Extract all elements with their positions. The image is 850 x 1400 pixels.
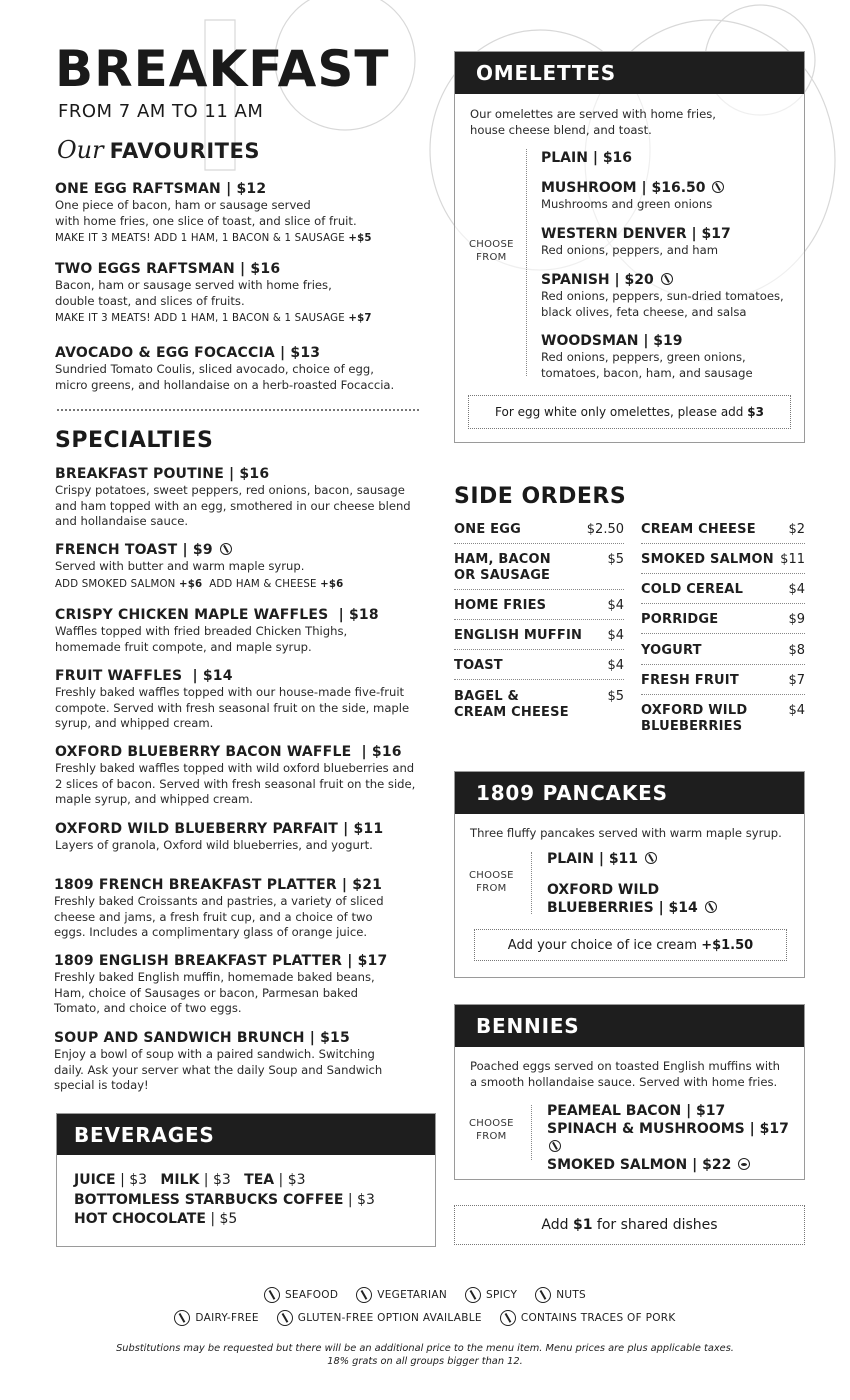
option-price: | $17 (691, 226, 731, 242)
item-price: | $11 (343, 821, 384, 837)
option-price: | $19 (643, 333, 683, 349)
menu-item-blueberry-bacon-waffle (55, 743, 440, 808)
from-word: FROM (476, 252, 507, 263)
legend-label: GLUTEN-FREE OPTION AVAILABLE (297, 1312, 482, 1324)
legend-label: CONTAINS TRACES OF PORK (520, 1312, 676, 1324)
item-desc: Ham, choice of Sausages or bacon, Parmesan baked (54, 985, 358, 1000)
item-desc: micro greens, and hollandaise on a herb-roasted Focaccia. (55, 377, 395, 392)
option-price: | $17 (749, 1121, 789, 1137)
beverage-name: TEA (244, 1172, 275, 1188)
side-name-line: BLUEBERRIES (641, 719, 743, 734)
menu-item-french-toast (55, 541, 435, 593)
menu-item-soup-sandwich (54, 1029, 434, 1094)
note-price: $3 (747, 405, 764, 419)
menu-item-avocado-focaccia (55, 344, 435, 393)
note-text: Add your choice of ice cream (507, 937, 698, 953)
item-name: 1809 FRENCH BREAKFAST PLATTER (54, 877, 337, 893)
side-name: YOGURT (641, 643, 702, 658)
option-price: | $16.50 (641, 180, 706, 196)
side-item-row (641, 552, 805, 574)
page-title: BREAKFAST (55, 40, 390, 98)
legend-label: SPICY (486, 1289, 518, 1301)
side-name: COLD CEREAL (641, 582, 744, 597)
side-price: $2.50 (586, 522, 624, 537)
bennies-intro (470, 1059, 780, 1090)
beverage-price: | $5 (210, 1211, 238, 1227)
menu-item-chicken-waffles (55, 606, 435, 655)
hours-subtitle: FROM 7 AM TO 11 AM (58, 101, 264, 122)
beverage-price: | $3 (120, 1172, 148, 1188)
side-price: $7 (788, 673, 805, 688)
options-divider (531, 1105, 532, 1160)
legend-dairy-free (174, 1310, 258, 1326)
spicy-icon (465, 1287, 481, 1303)
option-desc: Red onions, peppers, and ham (541, 243, 718, 257)
menu-item-one-egg-raftsman (55, 180, 435, 247)
option-name: SPANISH (541, 272, 610, 288)
beverage-name: HOT CHOCOLATE (74, 1211, 206, 1227)
item-desc: Sundried Tomato Coulis, sliced avocado, choice of egg, (55, 362, 374, 376)
vegetarian-icon (705, 901, 717, 913)
legend-row-2 (0, 1310, 850, 1326)
item-desc: One piece of bacon, ham or sausage served (55, 198, 311, 212)
choose-from-label (469, 869, 514, 895)
item-addon-price: +$6 (178, 578, 203, 590)
item-desc: Waffles topped with fried breaded Chicken Thighs, (55, 624, 348, 638)
item-name: BREAKFAST POUTINE (55, 466, 224, 482)
side-item-row (454, 628, 624, 650)
option-price: | $14 (658, 900, 698, 916)
choose-from-label (469, 238, 514, 264)
side-name: CREAM CHEESE (641, 522, 756, 537)
side-item-row (454, 552, 624, 590)
pancakes-box (454, 771, 805, 978)
legend-pork (500, 1310, 676, 1326)
item-addon: ADD HAM & CHEESE (209, 578, 317, 590)
legend-seafood (264, 1287, 338, 1303)
omelette-option-western-denver (541, 225, 731, 259)
legend-label: VEGETARIAN (377, 1289, 448, 1301)
beverage-price: | $3 (278, 1172, 306, 1188)
omelette-option-spanish (541, 271, 784, 320)
option-price: | $22 (692, 1157, 732, 1173)
side-name: PORRIDGE (641, 612, 719, 627)
legend-spicy (465, 1287, 517, 1303)
note-price: +$1.50 (701, 937, 754, 953)
item-desc: 2 slices of bacon. Served with fresh seasonal fruit on the side, (55, 776, 416, 791)
beverages-box (56, 1113, 436, 1247)
side-item-row (641, 582, 805, 604)
side-name (641, 703, 747, 737)
item-name: FRENCH TOAST (55, 542, 178, 558)
section-divider (57, 409, 419, 411)
item-desc: special is today! (54, 1078, 149, 1092)
beverage-line (74, 1191, 435, 1211)
beverage-price: | $3 (347, 1191, 375, 1208)
bennies-heading: BENNIES (455, 1005, 804, 1047)
favourites-script-word: Our (57, 136, 104, 164)
item-price: | $17 (347, 953, 388, 969)
item-price: | $16 (240, 261, 281, 277)
nuts-icon (535, 1287, 551, 1303)
option-name: SMOKED SALMON (547, 1157, 688, 1173)
omelette-option-plain (541, 149, 632, 167)
item-desc: syrup, and whipped cream. (55, 716, 214, 730)
favourites-title: FAVOURITES (109, 139, 260, 163)
side-name-line: OR SAUSAGE (454, 568, 551, 583)
side-price: $4 (607, 598, 624, 613)
bennies-box (454, 1004, 805, 1180)
side-orders-heading: SIDE ORDERS (454, 484, 627, 509)
side-name-line: HAM, BACON (454, 552, 551, 567)
side-name: SMOKED SALMON (641, 552, 774, 567)
side-name: ONE EGG (454, 522, 521, 537)
vegetarian-icon (712, 181, 724, 193)
side-name: FRESH FRUIT (641, 673, 739, 688)
pancakes-intro: Three fluffy pancakes served with warm maple syrup. (470, 826, 782, 840)
side-name (454, 552, 551, 589)
side-name: TOAST (454, 658, 503, 673)
menu-item-blueberry-parfait (55, 820, 435, 854)
item-price: | $16 (361, 744, 402, 760)
side-name-line: BAGEL & (454, 689, 520, 704)
item-desc: with home fries, one slice of toast, and slice of fruit. (55, 213, 357, 228)
specialties-heading: SPECIALTIES (55, 428, 214, 453)
side-item-row (641, 703, 805, 737)
option-price: | $17 (686, 1103, 726, 1119)
shared-post: for shared dishes (596, 1217, 718, 1233)
side-item-row (641, 522, 805, 544)
vegetarian-icon (661, 273, 673, 285)
side-item-row (454, 522, 624, 544)
item-desc: Enjoy a bowl of soup with a paired sandwich. Switching (54, 1047, 375, 1061)
item-addon-price: +$6 (320, 578, 344, 590)
intro-line: Poached eggs served on toasted English muffins with (470, 1059, 780, 1073)
option-price: | $11 (598, 851, 639, 867)
legend-label: NUTS (556, 1289, 587, 1301)
footer-note (0, 1342, 850, 1368)
side-name-line: CREAM CHEESE (454, 705, 569, 720)
item-price: | $18 (338, 607, 379, 623)
item-name: CRISPY CHICKEN MAPLE WAFFLES (55, 607, 329, 623)
item-price: | $21 (341, 877, 383, 893)
item-price: | $14 (192, 668, 233, 684)
vegetarian-icon (645, 852, 657, 864)
menu-item-english-platter (54, 952, 434, 1017)
option-price: | $16 (592, 150, 633, 166)
item-desc: Layers of granola, Oxford wild blueberries, and yogurt. (55, 838, 373, 852)
omelettes-heading: OMELETTES (455, 52, 804, 94)
option-name: SPINACH & MUSHROOMS (547, 1121, 745, 1137)
menu-item-breakfast-poutine (55, 465, 435, 530)
item-name: 1809 ENGLISH BREAKFAST PLATTER (54, 953, 343, 969)
option-price: | $20 (614, 272, 654, 288)
legend-nuts (535, 1287, 586, 1303)
choose-word: CHOOSE (469, 870, 514, 881)
options-divider (531, 852, 532, 914)
option-desc: black olives, feta cheese, and salsa (541, 304, 747, 319)
option-desc: Red onions, peppers, green onions, (541, 350, 746, 364)
item-price: | $16 (229, 466, 270, 482)
gluten-free-icon (277, 1310, 293, 1326)
option-desc: tomatoes, bacon, ham, and sausage (541, 365, 753, 380)
vegetarian-icon (356, 1287, 372, 1303)
footer-line: 18% grats on all groups bigger than 12. (327, 1356, 523, 1367)
item-desc: daily. Ask your server what the daily Soup and Sandwich (54, 1062, 383, 1077)
omelettes-intro (470, 107, 716, 138)
item-desc: homemade fruit compote, and maple syrup. (55, 639, 312, 654)
side-name-line: OXFORD WILD (641, 703, 748, 718)
pancakes-heading: 1809 PANCAKES (455, 772, 804, 814)
shared-price: $1 (572, 1217, 593, 1233)
item-name: SOUP AND SANDWICH BRUNCH (54, 1030, 305, 1046)
item-desc: Freshly baked waffles topped with our house-made five-fruit (55, 685, 405, 699)
option-name: OXFORD WILD (547, 882, 660, 898)
pancake-option-blueberries (547, 881, 717, 917)
item-desc: eggs. Includes a complimentary glass of orange juice. (54, 925, 368, 939)
pork-icon (500, 1310, 516, 1326)
choose-word: CHOOSE (469, 1118, 514, 1129)
side-price: $4 (788, 703, 805, 718)
option-name: PEAMEAL BACON (547, 1103, 682, 1119)
side-price: $8 (788, 643, 805, 658)
menu-item-fruit-waffles (55, 667, 435, 732)
item-desc: and ham topped with an egg, smothered in our cheese blend (55, 498, 411, 513)
item-price: | $15 (309, 1030, 350, 1046)
beverage-name: JUICE (74, 1172, 116, 1188)
legend-row-1 (0, 1287, 850, 1303)
side-name (454, 689, 569, 723)
side-item-row (641, 643, 805, 665)
side-price: $4 (788, 582, 805, 597)
item-desc: Freshly baked Croissants and pastries, a variety of sliced (54, 894, 384, 908)
item-desc: Tomato, and choice of two eggs. (54, 1001, 242, 1015)
item-desc: Bacon, ham or sausage served with home fries, (55, 278, 332, 292)
legend-label: SEAFOOD (284, 1289, 339, 1301)
item-desc: cheese and jams, a fresh fruit cup, and a choice of two (54, 909, 373, 924)
option-desc: Red onions, peppers, sun-dried tomatoes, (541, 289, 784, 303)
item-name: OXFORD BLUEBERRY BACON WAFFLE (55, 744, 352, 760)
item-desc: Served with butter and warm maple syrup. (55, 559, 305, 573)
beverage-name: MILK (160, 1172, 200, 1188)
omelette-option-woodsman (541, 332, 753, 381)
shared-pre: Add (541, 1217, 569, 1233)
beverage-name: BOTTOMLESS STARBUCKS COFFEE (74, 1191, 344, 1208)
side-item-row (454, 658, 624, 680)
choose-from-label (469, 1117, 514, 1143)
note-text: For egg white only omelettes, please add (495, 405, 744, 419)
options-divider (526, 149, 527, 376)
item-desc: compote. Served with fresh seasonal fruit on the side, maple (55, 700, 410, 715)
pancake-option-plain (547, 850, 657, 868)
item-addon-price: +$7 (348, 313, 372, 324)
legend-gluten-free (277, 1310, 482, 1326)
item-name: ONE EGG RAFTSMAN (55, 181, 221, 197)
legend-label: DAIRY-FREE (195, 1312, 259, 1324)
side-price: $5 (607, 552, 624, 567)
bennies-options (547, 1102, 804, 1174)
item-addon: MAKE IT 3 MEATS! ADD 1 HAM, 1 BACON & 1 SAUSAGE (55, 233, 345, 244)
intro-line: a smooth hollandaise sauce. Served with home fries. (470, 1074, 778, 1089)
option-name: PLAIN (547, 851, 594, 867)
side-item-row (641, 612, 805, 634)
footer-line: Substitutions may be requested but there will be an additional price to the menu item. Menu prices are plus applicable taxes. (116, 1343, 734, 1354)
seafood-icon (264, 1287, 280, 1303)
intro-line: house cheese blend, and toast. (470, 122, 652, 137)
side-item-row (454, 689, 624, 723)
item-desc: and hollandaise sauce. (55, 514, 189, 528)
side-item-row (454, 598, 624, 620)
side-name: HOME FRIES (454, 598, 547, 613)
option-name: WESTERN DENVER (541, 226, 687, 242)
item-desc: Freshly baked English muffin, homemade baked beans, (54, 970, 375, 984)
item-addon: MAKE IT 3 MEATS! ADD 1 HAM, 1 BACON & 1 SAUSAGE (55, 313, 345, 324)
side-price: $2 (788, 522, 805, 537)
item-desc: Freshly baked waffles topped with wild oxford blueberries and (55, 761, 415, 775)
side-item-row (641, 673, 805, 695)
vegetarian-icon (220, 543, 232, 555)
vegetarian-icon (549, 1140, 561, 1152)
dairy-free-icon (174, 1310, 190, 1326)
side-name: ENGLISH MUFFIN (454, 628, 583, 643)
option-name: BLUEBERRIES (547, 900, 654, 916)
side-price: $5 (607, 689, 624, 704)
choose-word: CHOOSE (469, 239, 514, 250)
item-desc: double toast, and slices of fruits. (55, 293, 245, 308)
omelette-option-mushroom (541, 179, 724, 213)
item-desc: maple syrup, and whipped cream. (55, 792, 254, 806)
from-word: FROM (476, 1131, 507, 1142)
item-addon-price: +$5 (348, 233, 372, 244)
beverages-heading: BEVERAGES (57, 1114, 435, 1155)
item-desc: Crispy potatoes, sweet peppers, red onions, bacon, sausage (55, 483, 405, 497)
side-price: $11 (780, 552, 805, 567)
item-price: | $13 (280, 345, 321, 361)
item-price: | $9 (182, 542, 213, 558)
favourites-heading (57, 136, 260, 164)
menu-item-french-platter (54, 876, 434, 941)
side-price: $4 (607, 628, 624, 643)
item-addon: ADD SMOKED SALMON (55, 578, 176, 590)
option-name: PLAIN (541, 150, 588, 166)
seafood-icon (738, 1158, 750, 1170)
egg-white-note (468, 395, 791, 429)
beverage-line (74, 1171, 435, 1191)
item-name: FRUIT WAFFLES (55, 668, 183, 684)
item-name: OXFORD WILD BLUEBERRY PARFAIT (55, 821, 339, 837)
side-price: $9 (788, 612, 805, 627)
item-name: AVOCADO & EGG FOCACCIA (55, 345, 275, 361)
beverage-line (74, 1210, 435, 1230)
option-desc: Mushrooms and green onions (541, 197, 713, 211)
side-price: $4 (607, 658, 624, 673)
intro-line: Our omelettes are served with home fries, (470, 107, 716, 121)
beverage-price: | $3 (203, 1172, 231, 1188)
legend-vegetarian (356, 1287, 447, 1303)
omelettes-box (454, 51, 805, 443)
ice-cream-note (474, 929, 787, 961)
from-word: FROM (476, 883, 507, 894)
menu-item-two-eggs-raftsman (55, 260, 435, 327)
shared-dishes-note (454, 1205, 805, 1245)
option-name: MUSHROOM (541, 180, 637, 196)
option-name: WOODSMAN (541, 333, 639, 349)
item-price: | $12 (226, 181, 267, 197)
item-name: TWO EGGS RAFTSMAN (55, 261, 235, 277)
